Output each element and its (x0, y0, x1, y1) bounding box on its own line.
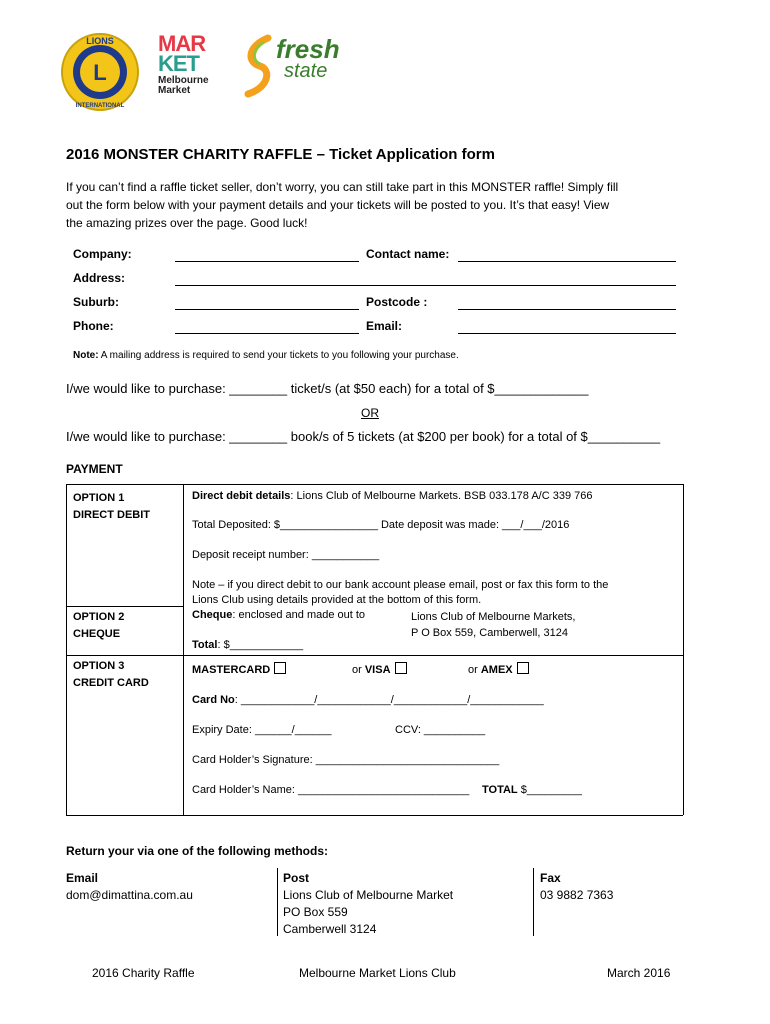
return-fax: Fax 03 9882 7363 (540, 871, 614, 902)
email-field[interactable] (458, 333, 676, 334)
lions-logo-letter: L (93, 60, 107, 85)
direct-debit-note: Note – if you direct debit to our bank account please email, post or fax this form to the Lions Club using details provided at the bottom of this form. (192, 579, 609, 606)
postcode-field[interactable] (458, 309, 676, 310)
svg-text:LIONS: LIONS (86, 36, 114, 46)
mastercard-option[interactable]: MASTERCARD (192, 662, 286, 676)
suburb-field[interactable] (175, 309, 359, 310)
credit-card-total-field[interactable]: TOTAL $_________ (482, 784, 582, 796)
cheque-payee: Lions Club of Melbourne Markets, P O Box 559, Camberwell, 3124 (411, 611, 576, 639)
return-email-value[interactable]: dom@dimattina.com.au (66, 888, 193, 902)
footer-center: Melbourne Market Lions Club (299, 966, 456, 980)
contact-name-label: Contact name: (366, 247, 450, 261)
deposit-receipt-field[interactable]: Deposit receipt number: ___________ (192, 549, 380, 561)
return-email: Email dom@dimattina.com.au (66, 871, 193, 902)
return-post: Post Lions Club of Melbourne Market PO Box 559 Camberwell 3124 (283, 871, 454, 936)
melbourne-market-logo: MAR KET Melbourne Market (158, 31, 209, 96)
return-divider-1 (277, 868, 278, 936)
amex-checkbox[interactable] (517, 662, 529, 674)
visa-option[interactable]: or VISA (352, 662, 407, 676)
intro-text: If you can’t find a raffle ticket seller, don’t worry, you can still take part in this MONSTER raffle! Simply fill out the form below with your payment details and your tickets will be posted to you. It’s that easy! View the amazing prizes over the page. Good luck! (66, 180, 619, 230)
option3-label: OPTION 3 CREDIT CARD (73, 660, 149, 689)
mastercard-checkbox[interactable] (274, 662, 286, 674)
total-deposited-field[interactable]: Total Deposited: $________________ Date deposit was made: ___/___/2016 (192, 519, 570, 531)
footer-right: March 2016 (607, 966, 671, 980)
option1-label: OPTION 1 DIRECT DEBIT (73, 492, 150, 521)
ccv-field[interactable]: CCV: __________ (395, 724, 486, 736)
expiry-date-field[interactable]: Expiry Date: ______/______ (192, 724, 332, 736)
address-field[interactable] (175, 285, 676, 286)
phone-label: Phone: (73, 319, 114, 333)
or-separator: OR (361, 406, 379, 420)
company-label: Company: (73, 247, 132, 261)
direct-debit-details: Direct debit details: Lions Club of Melbourne Markets. BSB 033.178 A/C 339 766 (192, 490, 593, 502)
payment-heading: PAYMENT (66, 462, 123, 476)
return-divider-2 (533, 868, 534, 936)
suburb-label: Suburb: (73, 295, 119, 309)
svg-text:INTERNATIONAL: INTERNATIONAL (75, 103, 125, 109)
return-heading: Return your via one of the following methods: (66, 844, 329, 858)
postcode-label: Postcode : (366, 295, 428, 309)
visa-checkbox[interactable] (395, 662, 407, 674)
fresh-state-logo: fresh state (238, 34, 358, 98)
card-holder-name-field[interactable]: Card Holder’s Name: ____________________________ (192, 784, 470, 796)
cheque-total-field[interactable]: Total: $____________ (192, 639, 304, 651)
amex-option[interactable]: or AMEX (468, 662, 529, 676)
option2-label: OPTION 2 CHEQUE (73, 611, 125, 640)
card-holder-signature-field[interactable]: Card Holder’s Signature: ______________________________ (192, 754, 500, 766)
contact-name-field[interactable] (458, 261, 676, 262)
card-number-field[interactable]: Card No: ____________/____________/____________/____________ (192, 694, 544, 706)
lions-logo (60, 32, 140, 112)
footer-left: 2016 Charity Raffle (92, 966, 195, 980)
cheque-details: Cheque: enclosed and made out to (192, 609, 366, 621)
purchase-tickets-line[interactable]: I/we would like to purchase: ________ ticket/s (at $50 each) for a total of $_____________ (66, 381, 589, 396)
phone-field[interactable] (175, 333, 359, 334)
company-field[interactable] (175, 261, 359, 262)
email-label: Email: (366, 319, 403, 333)
mailing-note: Note: A mailing address is required to send your tickets to you following your purchase. (73, 350, 459, 361)
address-label: Address: (73, 271, 126, 285)
purchase-books-line[interactable]: I/we would like to purchase: ________ book/s of 5 tickets (at $200 per book) for a total of $__________ (66, 429, 661, 444)
form-title: 2016 MONSTER CHARITY RAFFLE – Ticket Application form (66, 146, 495, 163)
